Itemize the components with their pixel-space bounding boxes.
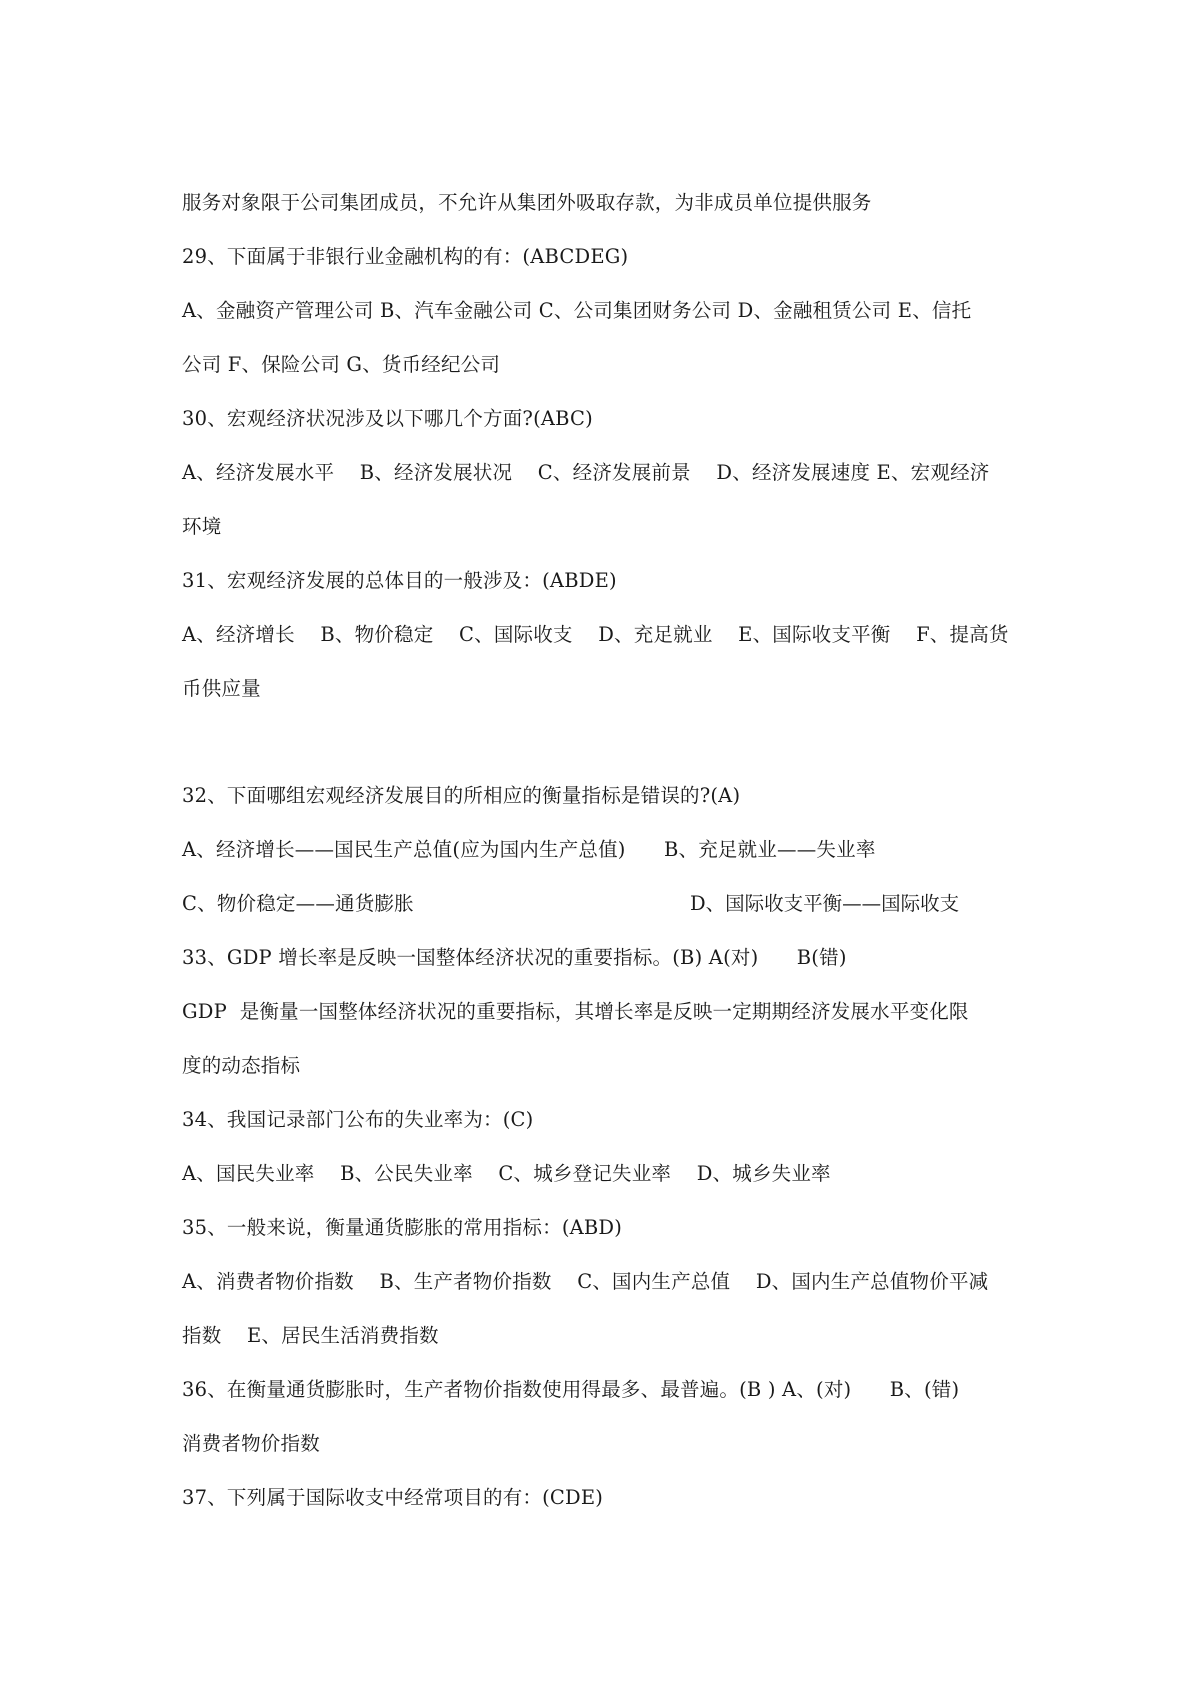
question-32-option-d: D、国际收支平衡——国际收支 xyxy=(690,892,960,915)
question-36-explanation: 消费者物价指数 xyxy=(182,1432,320,1455)
question-35: 35、一般来说，衡量通货膨胀的常用指标：(ABD) xyxy=(182,1216,623,1239)
question-34: 34、我国记录部门公布的失业率为：(C) xyxy=(182,1108,534,1131)
question-31-options-line1: A、经济增长 B、物价稳定 C、国际收支 D、充足就业 E、国际收支平衡 F、提高货 xyxy=(182,623,1009,646)
question-33-explanation-line2: 度的动态指标 xyxy=(182,1054,301,1077)
question-31: 31、宏观经济发展的总体目的一般涉及：(ABDE) xyxy=(182,569,617,592)
question-33: 33、GDP 增长率是反映一国整体经济状况的重要指标。(B) A(对) B(错) xyxy=(182,946,847,969)
question-31-options-line2: 币供应量 xyxy=(182,677,261,700)
question-32: 32、下面哪组宏观经济发展目的所相应的衡量指标是错误的?(A) xyxy=(182,784,741,807)
question-32-option-c: C、物价稳定——通货膨胀 xyxy=(182,892,414,915)
text-line-continuation: 服务对象限于公司集团成员，不允许从集团外吸取存款，为非成员单位提供服务 xyxy=(182,191,872,214)
question-32-options-line1: A、经济增长——国民生产总值(应为国内生产总值) B、充足就业——失业率 xyxy=(182,838,876,861)
question-30: 30、宏观经济状况涉及以下哪几个方面?(ABC) xyxy=(182,407,593,430)
question-34-options: A、国民失业率 B、公民失业率 C、城乡登记失业率 D、城乡失业率 xyxy=(182,1162,831,1185)
question-33-explanation-line1: GDP 是衡量一国整体经济状况的重要指标，其增长率是反映一定期期经济发展水平变化限 xyxy=(182,1000,969,1023)
question-29-options-line2: 公司 F、保险公司 G、货币经纪公司 xyxy=(182,353,501,376)
question-35-options-line1: A、消费者物价指数 B、生产者物价指数 C、国内生产总值 D、国内生产总值物价平减 xyxy=(182,1270,989,1293)
question-30-options-line2: 环境 xyxy=(182,515,222,538)
question-36: 36、在衡量通货膨胀时，生产者物价指数使用得最多、最普遍。(B ) A、(对) B、(错) xyxy=(182,1378,960,1401)
question-30-options-line1: A、经济发展水平 B、经济发展状况 C、经济发展前景 D、经济发展速度 E、宏观经济 xyxy=(182,461,990,484)
question-37: 37、下列属于国际收支中经常项目的有：(CDE) xyxy=(182,1486,604,1509)
question-29: 29、下面属于非银行业金融机构的有：(ABCDEG) xyxy=(182,245,629,268)
question-35-options-line2: 指数 E、居民生活消费指数 xyxy=(182,1324,439,1347)
question-29-options-line1: A、金融资产管理公司 B、汽车金融公司 C、公司集团财务公司 D、金融租赁公司 E、信托 xyxy=(182,299,972,322)
